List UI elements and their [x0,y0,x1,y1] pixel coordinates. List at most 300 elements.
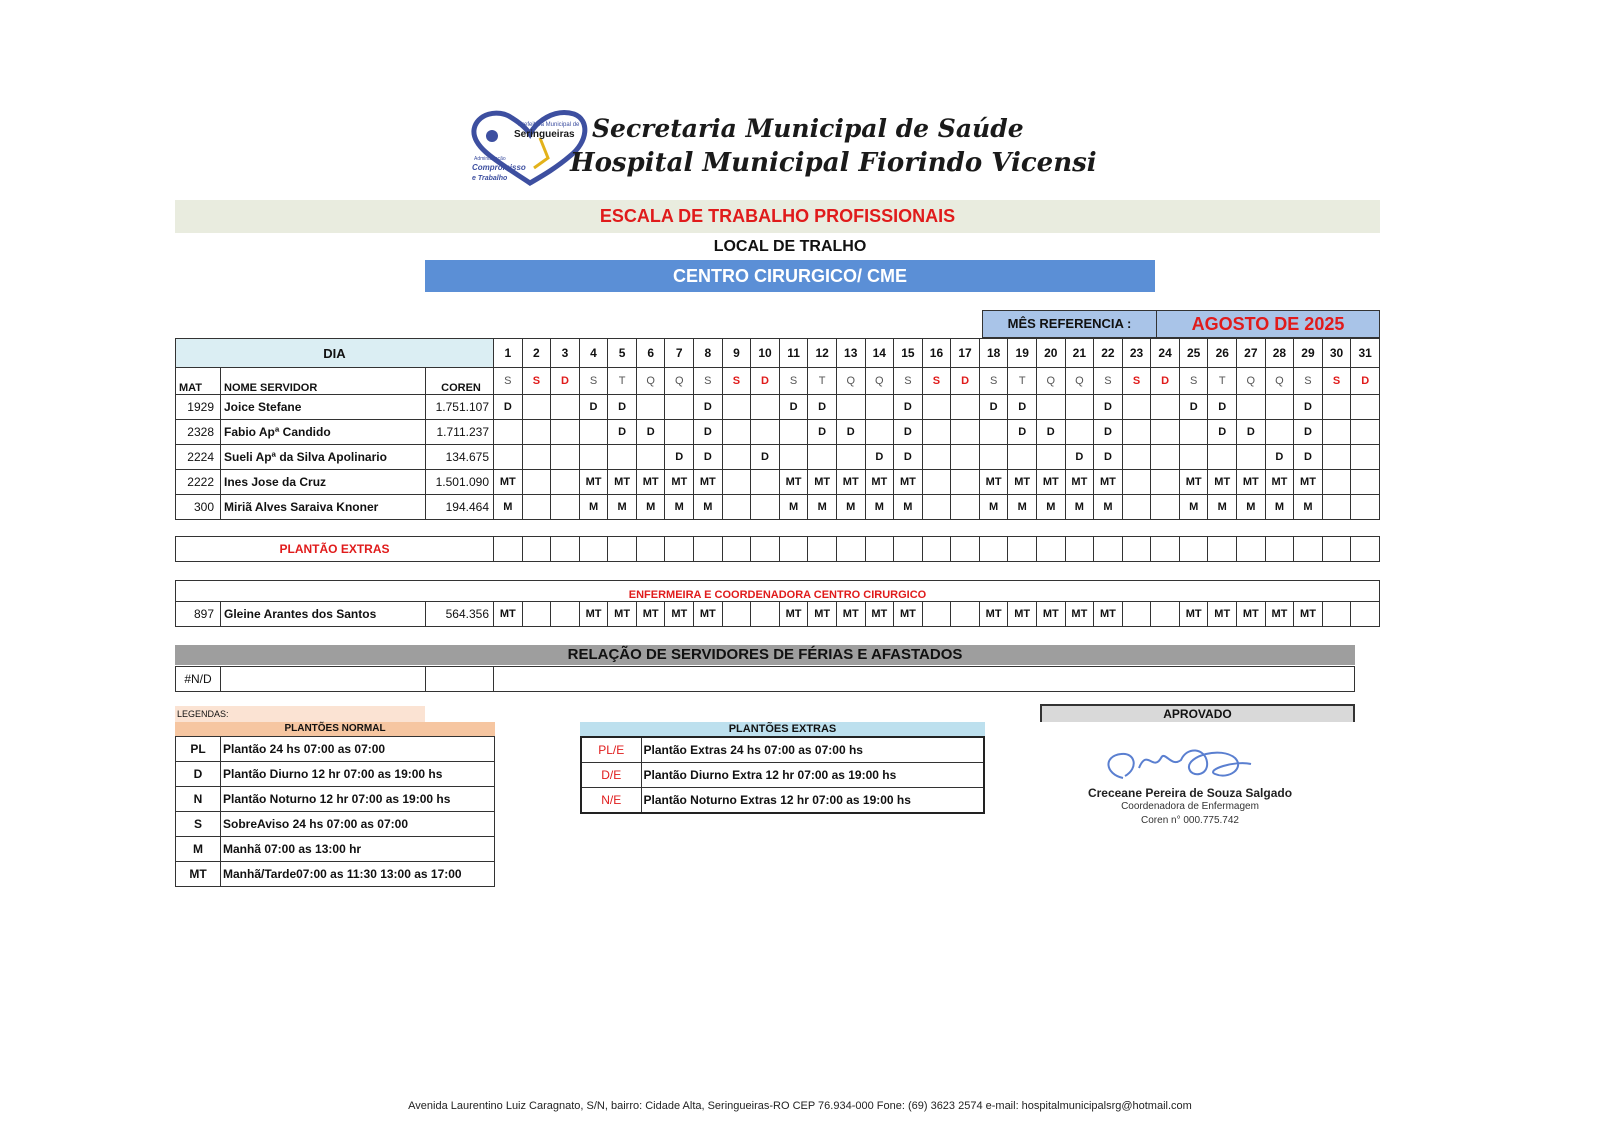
shift-cell: M [579,495,608,520]
shift-cell: MT [608,470,637,495]
shift-cell [1151,602,1180,627]
shift-cell: D [1008,395,1037,420]
legend-code: M [176,837,221,862]
vacation-coren [426,667,494,692]
weekday: Q [865,368,894,395]
shift-cell [1322,495,1351,520]
shift-cell: MT [979,602,1008,627]
coordinator-row [176,602,1380,627]
shift-cell: D [1208,420,1237,445]
extras-cell [779,537,808,562]
shift-cell: MT [1065,470,1094,495]
extras-cell [522,537,551,562]
day-number: 14 [865,339,894,368]
shift-cell: M [1237,495,1266,520]
staff-row [176,495,1380,520]
weekday: Q [1065,368,1094,395]
shift-cell [522,420,551,445]
day-number: 8 [694,339,723,368]
shift-cell: D [1094,395,1123,420]
shift-cell: MT [494,602,523,627]
coordinator-title: ENFERMEIRA E COORDENADORA CENTRO CIRURGICO [176,581,1380,602]
weekday: S [522,368,551,395]
vacation-row [176,667,1355,692]
day-number: 13 [836,339,865,368]
shift-cell [1237,395,1266,420]
extras-cell [551,537,580,562]
shift-cell [1208,445,1237,470]
staff-mat: 300 [176,495,221,520]
approver-coren: Coren n° 000.775.742 [1141,815,1239,826]
shift-cell [551,470,580,495]
shift-cell [579,420,608,445]
shift-cell [1351,445,1380,470]
page-title: ESCALA DE TRABALHO PROFISSIONAIS [175,200,1380,233]
shift-cell [551,602,580,627]
staff-row [176,445,1380,470]
shift-cell [665,395,694,420]
shift-cell [951,445,980,470]
shift-cell: MT [1008,602,1037,627]
extras-cell [494,537,523,562]
staff-name: Fabio Apª Candido [221,420,426,445]
shift-cell: MT [579,470,608,495]
shift-cell: M [894,495,923,520]
vacation-notes [494,667,1355,692]
shift-cell: D [865,445,894,470]
weekday: S [894,368,923,395]
shift-cell [494,445,523,470]
shift-cell [922,395,951,420]
shift-cell: M [865,495,894,520]
legend-code: N/E [581,788,641,814]
shift-cell [979,445,1008,470]
legend-normal-row [176,837,495,862]
weekday: T [1008,368,1037,395]
day-number: 19 [1008,339,1037,368]
weekday: S [1294,368,1323,395]
staff-row [176,470,1380,495]
shift-cell: M [1036,495,1065,520]
shift-cell [951,602,980,627]
shift-cell [522,495,551,520]
extras-cell [1065,537,1094,562]
legend-code: N [176,787,221,812]
shift-cell [1151,445,1180,470]
weekday: S [1094,368,1123,395]
shift-cell: MT [1036,602,1065,627]
vacation-name [221,667,426,692]
day-number: 7 [665,339,694,368]
coordinator-table [175,580,1380,627]
legend-text: Manhã/Tarde07:00 as 11:30 13:00 as 17:00 [221,862,495,887]
shift-cell [522,602,551,627]
day-number: 28 [1265,339,1294,368]
day-number: 6 [636,339,665,368]
day-number: 4 [579,339,608,368]
shift-cell: M [694,495,723,520]
legend-normal-row [176,737,495,762]
legend-code: PL/E [581,737,641,763]
shift-cell [636,445,665,470]
shift-cell [722,602,751,627]
day-number: 12 [808,339,837,368]
shift-cell [1151,470,1180,495]
shift-cell [1351,602,1380,627]
shift-cell [836,395,865,420]
shift-cell [1036,445,1065,470]
staff-mat: 2328 [176,420,221,445]
legend-normal-row [176,787,495,812]
shift-cell: M [608,495,637,520]
coordinator-mat: 897 [176,602,221,627]
day-number-row [176,339,1380,368]
shift-cell: M [1265,495,1294,520]
shift-cell: D [636,420,665,445]
legend-text: Plantão Noturno Extras 12 hr 07:00 as 19:00 hs [641,788,984,814]
legend-code: MT [176,862,221,887]
shift-cell [522,445,551,470]
staff-name: Ines Jose da Cruz [221,470,426,495]
shift-cell: MT [1208,470,1237,495]
legend-extra-row [581,737,984,763]
day-number: 27 [1237,339,1266,368]
shift-cell: MT [1237,602,1266,627]
shift-cell [1265,420,1294,445]
staff-row [176,395,1380,420]
shift-cell: MT [865,470,894,495]
shift-cell: MT [1094,602,1123,627]
legend-text: Manhã 07:00 as 13:00 hr [221,837,495,862]
day-number: 11 [779,339,808,368]
legend-normal-row [176,812,495,837]
extras-cell [836,537,865,562]
shift-cell [751,495,780,520]
weekday: S [1122,368,1151,395]
logo-text-2: Seringueiras [514,129,575,140]
shift-cell [1008,445,1037,470]
shift-cell [1351,395,1380,420]
weekday: S [722,368,751,395]
day-number: 10 [751,339,780,368]
shift-cell [1122,495,1151,520]
shift-cell: D [1294,395,1323,420]
shift-cell [1179,420,1208,445]
shift-cell: MT [779,602,808,627]
hospital-logo [470,108,1097,188]
shift-cell [551,420,580,445]
legend-text: Plantão Diurno 12 hr 07:00 as 19:00 hs [221,762,495,787]
shift-cell: MT [579,602,608,627]
shift-cell [808,445,837,470]
extras-cell [722,537,751,562]
shift-cell [865,395,894,420]
extras-cell [1151,537,1180,562]
shift-cell: D [1094,420,1123,445]
shift-cell: D [894,395,923,420]
shift-cell [1151,420,1180,445]
legend-text: Plantão Noturno 12 hr 07:00 as 19:00 hs [221,787,495,812]
shift-cell [1122,420,1151,445]
shift-cell: MT [894,602,923,627]
extras-table [175,536,1380,562]
shift-cell [922,470,951,495]
staff-mat: 2224 [176,445,221,470]
shift-cell [551,395,580,420]
vacation-mat: #N/D [176,667,221,692]
day-number: 1 [494,339,523,368]
coren-header: COREN [426,368,494,395]
logo-text-4: Compromisso [472,163,526,172]
shift-cell: D [1179,395,1208,420]
dia-header: DIA [176,339,494,368]
extras-cell [608,537,637,562]
shift-cell [1122,602,1151,627]
shift-cell: M [665,495,694,520]
weekday: Q [1265,368,1294,395]
logo-text-3: Administração [474,156,506,162]
shift-cell: M [979,495,1008,520]
extras-label: PLANTÃO EXTRAS [176,537,494,562]
extras-cell [1094,537,1123,562]
shift-cell [922,420,951,445]
shift-cell: D [894,445,923,470]
shift-cell [951,420,980,445]
shift-cell [836,445,865,470]
shift-cell: MT [1265,602,1294,627]
extras-cell [1036,537,1065,562]
weekday: D [551,368,580,395]
legend-extra-row [581,788,984,814]
extras-cell [808,537,837,562]
day-number: 29 [1294,339,1323,368]
extras-cell [1237,537,1266,562]
extras-cell [979,537,1008,562]
day-number: 5 [608,339,637,368]
staff-mat: 2222 [176,470,221,495]
staff-name: Miriã Alves Saraiva Knoner [221,495,426,520]
extras-cell [579,537,608,562]
shift-cell: D [1065,445,1094,470]
weekday: Q [636,368,665,395]
extras-cell [751,537,780,562]
shift-cell: MT [694,470,723,495]
shift-cell: M [1179,495,1208,520]
shift-cell [722,395,751,420]
weekday: D [1351,368,1380,395]
shift-cell: MT [808,602,837,627]
shift-cell: D [836,420,865,445]
shift-cell [951,495,980,520]
shift-cell: M [1065,495,1094,520]
shift-cell: M [836,495,865,520]
shift-cell: D [694,395,723,420]
shift-cell: D [1294,420,1323,445]
weekday: S [979,368,1008,395]
shift-cell [636,395,665,420]
shift-cell [522,470,551,495]
local-label: LOCAL DE TRALHO [713,238,867,255]
day-number: 25 [1179,339,1208,368]
shift-cell: MT [665,470,694,495]
weekday: T [808,368,837,395]
shift-cell [722,495,751,520]
extras-cell [1265,537,1294,562]
coordinator-title-row [176,581,1380,602]
shift-cell: M [636,495,665,520]
extras-cell [636,537,665,562]
logo-hospital: Hospital Municipal Fiorindo Vicensi [570,148,1097,178]
legend-text: Plantão Extras 24 hs 07:00 as 07:00 hs [641,737,984,763]
day-number: 31 [1351,339,1380,368]
shift-cell: MT [979,470,1008,495]
shift-cell: D [894,420,923,445]
weekday: D [951,368,980,395]
shift-cell [522,395,551,420]
staff-coren: 194.464 [426,495,494,520]
shift-cell: D [808,395,837,420]
shift-cell: MT [1065,602,1094,627]
shift-cell: MT [865,602,894,627]
shift-cell [608,445,637,470]
shift-cell: M [1094,495,1123,520]
shift-cell: M [1008,495,1037,520]
day-number: 18 [979,339,1008,368]
extras-cell [1122,537,1151,562]
legend-extra-table [580,736,985,814]
weekday: S [694,368,723,395]
shift-cell: D [1265,445,1294,470]
shift-cell: D [579,395,608,420]
shift-cell [1322,395,1351,420]
staff-coren: 1.751.107 [426,395,494,420]
legend-normal-title: PLANTÕES NORMAL [175,722,495,736]
shift-cell [751,420,780,445]
day-number: 23 [1122,339,1151,368]
shift-cell: D [979,395,1008,420]
shift-cell: MT [1179,602,1208,627]
reference-month-label: MÊS REFERENCIA : [983,311,1157,337]
shift-cell [1122,395,1151,420]
shift-cell [1151,495,1180,520]
logo-text-1: Prefeitura Municipal de [518,122,580,128]
extras-cell [894,537,923,562]
vacation-title: RELAÇÃO DE SERVIDORES DE FÉRIAS E AFASTADOS [175,645,1355,665]
shift-cell: MT [1036,470,1065,495]
shift-cell [751,395,780,420]
shift-cell [1351,420,1380,445]
shift-cell: MT [608,602,637,627]
shift-cell: MT [779,470,808,495]
legend-text: Plantão Diurno Extra 12 hr 07:00 as 19:00 hs [641,763,984,788]
extras-cell [1322,537,1351,562]
staff-coren: 1.711.237 [426,420,494,445]
shift-cell [1351,495,1380,520]
weekday: D [751,368,780,395]
weekday: S [579,368,608,395]
shift-cell [1151,395,1180,420]
shift-cell [951,470,980,495]
shift-cell: D [608,420,637,445]
local-value: CENTRO CIRURGICO/ CME [425,260,1155,292]
approval-title: APROVADO [1040,704,1355,722]
shift-cell: MT [1294,470,1323,495]
shift-cell [722,420,751,445]
shift-cell: MT [694,602,723,627]
weekday: D [1151,368,1180,395]
day-number: 9 [722,339,751,368]
shift-cell [1322,602,1351,627]
day-number: 22 [1094,339,1123,368]
day-number: 24 [1151,339,1180,368]
shift-cell [1237,445,1266,470]
staff-row [176,420,1380,445]
staff-mat: 1929 [176,395,221,420]
shift-cell [722,470,751,495]
shift-cell [1322,470,1351,495]
extras-cell [1208,537,1237,562]
weekday: T [608,368,637,395]
shift-cell [779,445,808,470]
day-number: 17 [951,339,980,368]
legend-code: PL [176,737,221,762]
weekday: S [494,368,523,395]
extras-cell [694,537,723,562]
day-number: 15 [894,339,923,368]
shift-cell: D [1237,420,1266,445]
footer-address: Avenida Laurentino Luiz Caragnato, S/N, bairro: Cidade Alta, Seringueiras-RO CEP 76.934-000 Fone: (69) 3623 2574 e-mail: hospitalmunicipalsrg@hotmail.com [408,1100,1192,1112]
legend-normal-row [176,762,495,787]
staff-name: Sueli Apª da Silva Apolinario [221,445,426,470]
extras-cell [1008,537,1037,562]
shift-cell: MT [494,470,523,495]
weekday: Q [665,368,694,395]
shift-cell [1322,445,1351,470]
extras-cell [1179,537,1208,562]
shift-cell: MT [894,470,923,495]
shift-cell [579,445,608,470]
weekday: Q [1036,368,1065,395]
shift-cell: D [694,420,723,445]
shift-cell: M [1208,495,1237,520]
shift-cell [551,495,580,520]
shift-cell [979,420,1008,445]
legend-label: LEGENDAS: [175,706,425,722]
weekday: S [1179,368,1208,395]
shift-cell [1036,395,1065,420]
shift-cell [779,420,808,445]
approver-role: Coordenadora de Enfermagem [1121,801,1259,812]
shift-cell: D [665,445,694,470]
shift-cell: MT [665,602,694,627]
legend-code: D [176,762,221,787]
reference-month [982,310,1380,338]
schedule-table [175,338,1380,520]
extras-cell [922,537,951,562]
shift-cell [1265,395,1294,420]
staff-name: Joice Stefane [221,395,426,420]
legend-extra-row [581,763,984,788]
staff-coren: 134.675 [426,445,494,470]
shift-cell: MT [636,470,665,495]
shift-cell: MT [1008,470,1037,495]
shift-cell: M [808,495,837,520]
day-number: 30 [1322,339,1351,368]
shift-cell [1122,445,1151,470]
extras-cell [865,537,894,562]
shift-cell: D [751,445,780,470]
day-number: 3 [551,339,580,368]
